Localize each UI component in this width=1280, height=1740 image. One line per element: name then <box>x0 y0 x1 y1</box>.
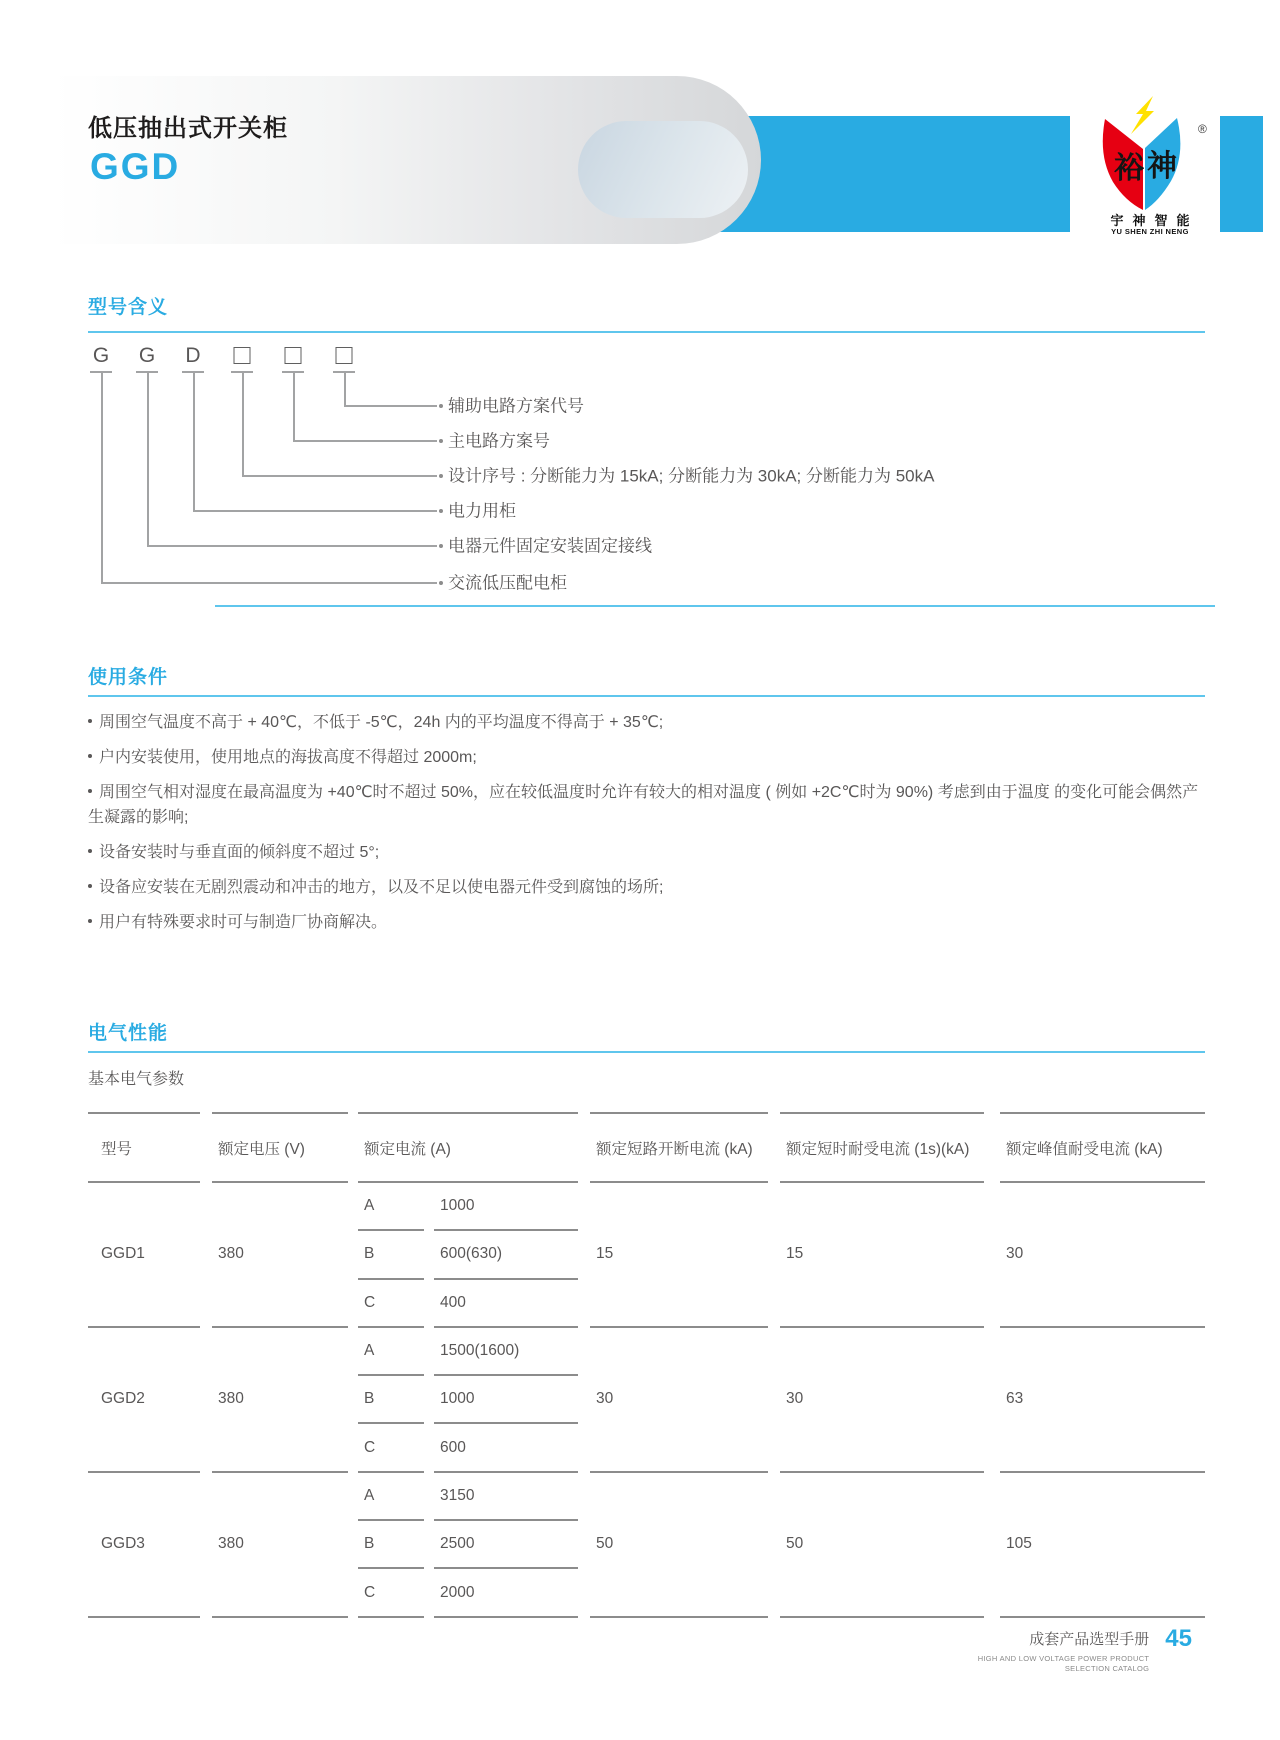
table-cell-current-value: 1000 <box>434 1183 578 1231</box>
connector-horizontal-line <box>193 510 437 512</box>
table-cell-peak: 105 <box>1000 1473 1205 1618</box>
catalog-title-cn: 成套产品选型手册 <box>1029 1631 1150 1648</box>
table-cell-voltage: 380 <box>212 1183 348 1328</box>
table-cell-current-value: 1000 <box>434 1376 578 1424</box>
usage-bullet-list <box>88 710 1210 945</box>
usage-bullet: 户内安装使用，使用地点的海拔高度不得超过 2000m; <box>88 745 1210 770</box>
table-cell-current-letter: C <box>358 1569 424 1617</box>
connector-vertical-line <box>101 373 103 582</box>
table-cell-voltage: 380 <box>212 1328 348 1473</box>
table-cell-peak: 63 <box>1000 1328 1205 1473</box>
logo-name-en: YU SHEN ZHI NENG <box>1111 227 1189 236</box>
table-cell-peak: 30 <box>1000 1183 1205 1328</box>
usage-bullet: 设备应安装在无剧烈震动和冲击的地方，以及不足以使电器元件受到腐蚀的场所; <box>88 875 1210 900</box>
header-blue-capsule <box>578 121 748 218</box>
connector-dot <box>439 474 443 478</box>
model-code-box <box>285 347 302 364</box>
product-model: GGD <box>90 146 181 187</box>
connector-dot <box>439 509 443 513</box>
footer-text-block <box>978 1628 1150 1674</box>
catalog-title-en-line2: SELECTION CATALOG <box>1064 1664 1150 1673</box>
table-subtitle: 基本电气参数 <box>88 1071 185 1088</box>
table-cell-current-letter: A <box>358 1183 424 1231</box>
electrical-parameters-table <box>88 1112 1205 1618</box>
model-code-box <box>234 347 251 364</box>
table-cell-model: GGD3 <box>88 1473 200 1618</box>
connector-horizontal-line <box>344 405 437 407</box>
model-code-label: 辅助电路方案代号 <box>448 396 584 416</box>
table-header-cell: 型号 <box>88 1112 200 1183</box>
table-cell-breaking: 30 <box>590 1328 768 1473</box>
connector-dot <box>439 439 443 443</box>
model-code-char: D <box>185 344 201 367</box>
model-code-label: 电力用柜 <box>448 501 516 521</box>
connector-dot <box>439 581 443 585</box>
logo-calligraphy-right: 神 <box>1147 150 1177 183</box>
section-rule <box>88 695 1205 697</box>
table-cell-current-value: 2500 <box>434 1521 578 1569</box>
usage-bullet: 设备安装时与垂直面的倾斜度不超过 5°; <box>88 840 1210 865</box>
table-cell-current-letter: A <box>358 1473 424 1521</box>
connector-horizontal-line <box>101 582 437 584</box>
model-code-label: 主电路方案号 <box>448 431 550 451</box>
model-code-box <box>336 347 353 364</box>
table-header-cell: 额定电压 (V) <box>212 1112 348 1183</box>
usage-bullet: 周围空气温度不高于 + 40℃，不低于 -5℃，24h 内的平均温度不得高于 + 35℃; <box>88 710 1210 735</box>
model-code-char: G <box>138 344 156 367</box>
table-cell-breaking: 15 <box>590 1183 768 1328</box>
usage-bullet: 周围空气相对湿度在最高温度为 +40℃时不超过 50%，应在较低温度时允许有较大的相对温度 ( 例如 +2C℃时为 90%) 考虑到由于温度 的变化可能会偶然产生凝露的影响; <box>88 780 1210 830</box>
section-heading-model-meaning: 型号含义 <box>88 297 169 318</box>
section-rule <box>88 1051 1205 1053</box>
page-footer <box>977 1625 1192 1674</box>
table-cell-withstand: 15 <box>780 1183 984 1328</box>
model-code-label: 电器元件固定安装固定接线 <box>448 536 652 556</box>
table-cell-model: GGD2 <box>88 1328 200 1473</box>
connector-vertical-line <box>344 373 346 405</box>
table-header-cell: 额定短路开断电流 (kA) <box>590 1112 768 1183</box>
table-cell-current-value: 600 <box>434 1424 578 1472</box>
table-header-cell: 额定电流 (A) <box>358 1112 578 1183</box>
registered-trademark-icon: ® <box>1198 122 1207 136</box>
table-cell-current-letter: B <box>358 1231 424 1279</box>
page-number: 45 <box>1165 1625 1192 1652</box>
brand-logo <box>1098 94 1207 242</box>
catalog-title-en-line1: HIGH AND LOW VOLTAGE POWER PRODUCT <box>977 1654 1150 1663</box>
model-code-char: G <box>92 344 110 367</box>
connector-dot <box>439 404 443 408</box>
connector-horizontal-line <box>293 440 437 442</box>
connector-vertical-line <box>147 373 149 545</box>
model-code-label: 交流低压配电柜 <box>448 573 567 593</box>
connector-vertical-line <box>242 373 244 475</box>
usage-bullet: 用户有特殊要求时可与制造厂协商解决。 <box>88 910 1210 935</box>
section-heading-usage: 使用条件 <box>88 667 169 688</box>
connector-vertical-line <box>193 373 195 510</box>
table-cell-withstand: 50 <box>780 1473 984 1618</box>
connector-dot <box>439 544 443 548</box>
table-cell-current-letter: B <box>358 1376 424 1424</box>
logo-calligraphy-left: 裕 <box>1114 152 1144 185</box>
table-cell-current-value: 400 <box>434 1280 578 1328</box>
model-code-label: 设计序号 : 分断能力为 15kA; 分断能力为 30kA; 分断能力为 50kA <box>448 466 935 486</box>
table-cell-current-value: 600(630) <box>434 1231 578 1279</box>
table-cell-voltage: 380 <box>212 1473 348 1618</box>
logo-name-cn: 宇神智能 <box>1110 213 1199 228</box>
table-cell-current-letter: C <box>358 1424 424 1472</box>
table-cell-current-value: 3150 <box>434 1473 578 1521</box>
table-cell-current-letter: C <box>358 1280 424 1328</box>
section-heading-electrical: 电气性能 <box>88 1023 169 1044</box>
connector-vertical-line <box>293 373 295 440</box>
table-cell-current-value: 1500(1600) <box>434 1328 578 1376</box>
table-cell-withstand: 30 <box>780 1328 984 1473</box>
table-cell-current-letter: A <box>358 1328 424 1376</box>
connector-horizontal-line <box>147 545 437 547</box>
table-cell-current-value: 2000 <box>434 1569 578 1617</box>
table-header-cell: 额定峰值耐受电流 (kA) <box>1000 1112 1205 1183</box>
table-cell-breaking: 50 <box>590 1473 768 1618</box>
table-cell-current-letter: B <box>358 1521 424 1569</box>
table-header-cell: 额定短时耐受电流 (1s)(kA) <box>780 1112 984 1183</box>
connector-horizontal-line <box>242 475 437 477</box>
table-cell-model: GGD1 <box>88 1183 200 1328</box>
product-title: 低压抽出式开关柜 <box>88 115 288 142</box>
